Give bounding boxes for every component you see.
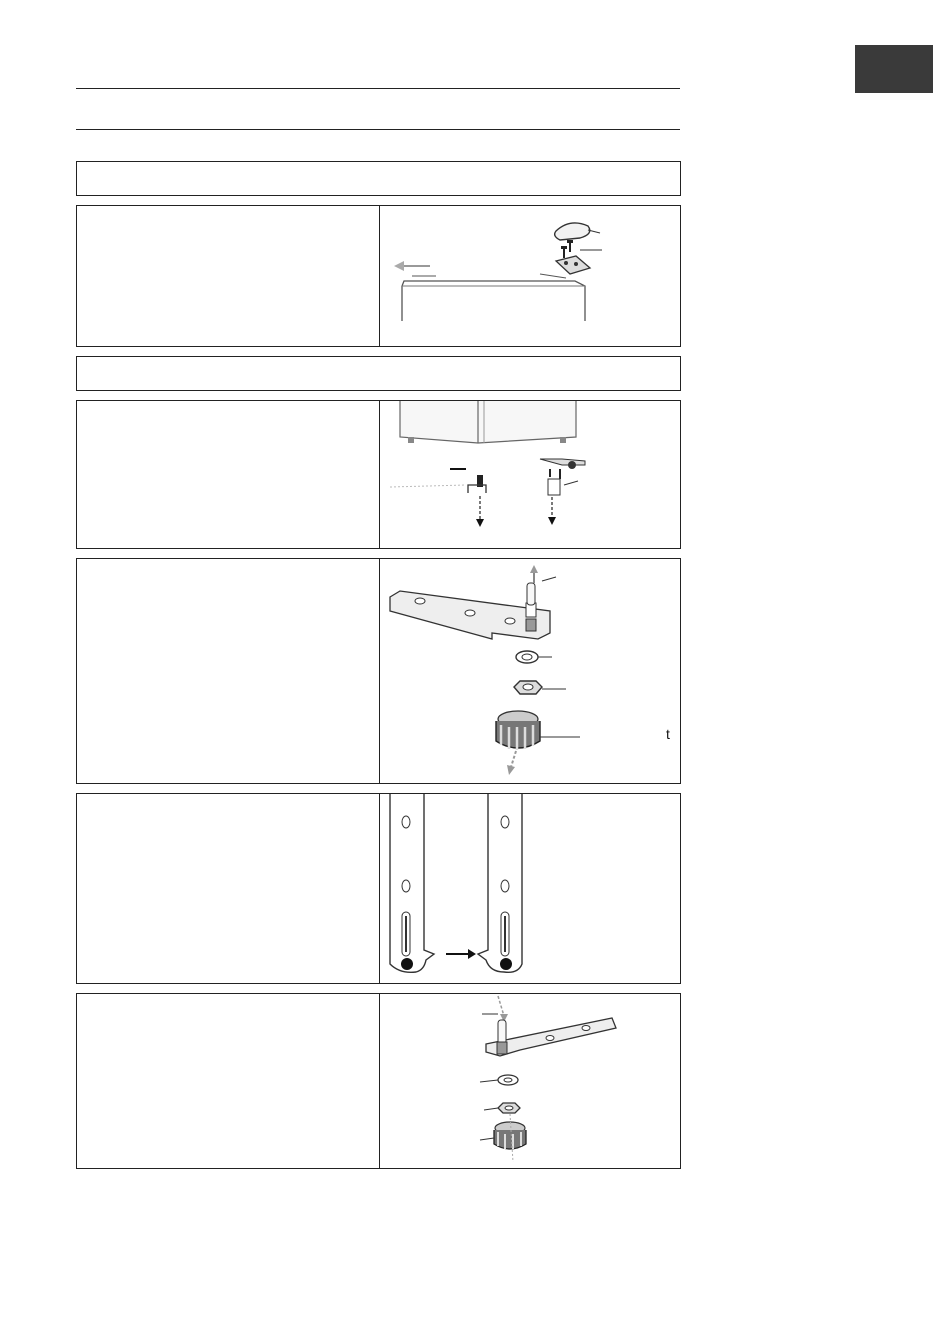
instruction-row [76, 793, 681, 984]
washer-icon [480, 1075, 518, 1085]
illustration-top-hinge [380, 206, 680, 346]
hinge-bracket-icon [486, 1018, 616, 1056]
bracket-left-icon [390, 794, 434, 972]
illustration-hinge-exploded [380, 559, 680, 783]
illustration-base-feet [380, 401, 680, 548]
illustration-hinge-reassembly [380, 994, 680, 1168]
instruction-text-cell [77, 206, 380, 346]
hinge-bracket-icon [390, 583, 550, 639]
illustration-bracket-swap [380, 794, 680, 983]
header-rule-top [76, 88, 680, 89]
foot-icon [390, 469, 486, 493]
top-hinge-illustration [380, 206, 680, 346]
instruction-text-cell [77, 994, 380, 1168]
section-banner [76, 161, 681, 196]
nut-icon [484, 1103, 520, 1113]
screw-icon [561, 240, 602, 258]
adjustable-foot-icon [496, 711, 580, 750]
base-feet-illustration [380, 401, 680, 548]
instruction-row [76, 993, 681, 1169]
hinge-reassembly-illustration [380, 994, 680, 1168]
header-rule-bottom [76, 129, 680, 130]
bracket-right-icon [478, 794, 522, 972]
dashed-arrow-down-icon [476, 496, 484, 527]
instruction-text-cell [77, 559, 380, 783]
dashed-arrow-down-icon [548, 497, 556, 525]
instruction-text-cell [77, 794, 380, 983]
arrow-right-icon [446, 949, 476, 959]
nut-icon [514, 681, 566, 694]
hinge-exploded-illustration [380, 559, 680, 783]
fridge-base-icon [400, 401, 576, 443]
hinge-cover-icon [555, 223, 600, 240]
instruction-row [76, 205, 681, 347]
stray-char: t [666, 726, 670, 742]
arrow-left-icon [394, 261, 436, 276]
bracket-swap-illustration [380, 794, 680, 983]
instruction-row [76, 400, 681, 549]
washer-icon [516, 651, 552, 663]
language-tab [855, 45, 933, 93]
instruction-row [76, 558, 681, 784]
fridge-top-icon [402, 281, 585, 321]
instruction-text-cell [77, 401, 380, 548]
hinge-plate-icon [540, 256, 590, 278]
adjustable-foot-icon [480, 1122, 526, 1149]
hinge-pin-icon [540, 459, 585, 495]
section-banner [76, 356, 681, 391]
